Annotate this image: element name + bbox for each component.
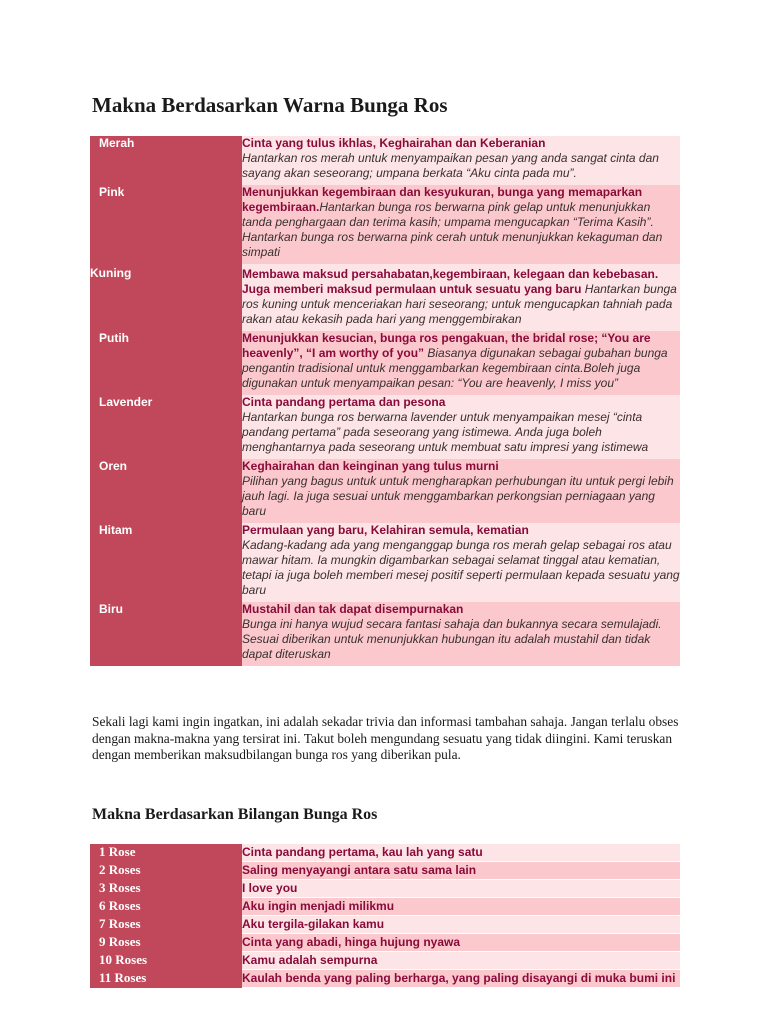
- row-content-cell: [242, 185, 680, 264]
- meaning-heading: Menunjukkan kegembiraan dan kesyukuran, bunga yang memaparkan kegembiraan.: [242, 185, 643, 214]
- row-label: Merah: [99, 136, 135, 150]
- meaning-heading: Permulaan yang baru, Kelahiran semula, kematian: [242, 523, 529, 537]
- row-label-cell: [90, 136, 242, 185]
- meaning-description: Hantarkan bunga ros berwarna pink gelap untuk menunjukkan tanda penghargaan dan terima kasih; umpama mengucapkan “Terima Kasih”. Hantarkan bunga ros berwarna pink cerah untuk menunjukkan kekaguman dan simpati: [242, 200, 663, 259]
- table-row: [90, 844, 680, 862]
- row-label-cell: [90, 862, 242, 880]
- color-meaning-table: [90, 136, 680, 666]
- row-label-cell: [90, 459, 242, 523]
- row-label-cell: [90, 916, 242, 934]
- row-label-cell: [90, 523, 242, 602]
- row-label-cell: [90, 331, 242, 395]
- row-content-cell: [242, 395, 680, 459]
- table-row: [90, 185, 680, 264]
- row-label: 10 Roses: [99, 951, 148, 967]
- table-row: [90, 970, 680, 988]
- row-label: 1 Rose: [99, 844, 136, 859]
- row-label: 2 Roses: [99, 861, 141, 877]
- meaning-heading: Cinta pandang pertama dan pesona: [242, 395, 446, 409]
- row-label: 3 Roses: [99, 879, 141, 895]
- meaning-text: Aku ingin menjadi milikmu: [242, 899, 395, 913]
- row-label-cell: [90, 898, 242, 916]
- count-meaning-table: [90, 844, 680, 988]
- row-label: Pink: [99, 185, 125, 199]
- row-content-cell: [242, 523, 680, 602]
- table-row: [90, 934, 680, 952]
- row-content-cell: [242, 862, 680, 880]
- table-row: [90, 862, 680, 880]
- row-content-cell: [242, 136, 680, 185]
- row-label: Putih: [99, 331, 129, 345]
- row-label-cell: [90, 602, 242, 666]
- row-content-cell: [242, 880, 680, 898]
- page-title: Makna Berdasarkan Warna Bunga Ros: [92, 93, 448, 117]
- row-label-cell: [90, 934, 242, 952]
- meaning-description: Hantarkan ros merah untuk menyampaikan pesan yang anda sangat cinta dan sayang akan seseorang; umpana berkata “Aku cinta pada mu”.: [242, 151, 659, 180]
- row-content-cell: [242, 264, 680, 331]
- row-label: 6 Roses: [99, 897, 141, 913]
- note-paragraph: Sekali lagi kami ingin ingatkan, ini adalah sekadar trivia dan informasi tambahan sahaja. Jangan terlalu obses dengan makna-makna yang tersirat ini. Takut boleh mengundang sesuatu yang tidak diingini. Kami teruskan dengan memberikan maksudbilangan bunga ros yang diberikan pula.: [92, 714, 679, 762]
- row-label-cell: [90, 395, 242, 459]
- row-content-cell: [242, 934, 680, 952]
- row-label-cell: [90, 952, 242, 970]
- row-content-cell: [242, 602, 680, 666]
- meaning-text: Cinta pandang pertama, kau lah yang satu: [242, 845, 483, 859]
- row-label: Kuning: [90, 266, 132, 280]
- row-label: 7 Roses: [99, 915, 141, 931]
- row-label: Lavender: [99, 395, 153, 409]
- row-label: 9 Roses: [99, 933, 141, 949]
- row-content-cell: [242, 916, 680, 934]
- row-content-cell: [242, 898, 680, 916]
- table-row: [90, 136, 680, 185]
- meaning-heading: Menunjukkan kesucian, bunga ros pengakuan, the bridal rose; “You are heavenly”, “I am worthy of you”: [242, 331, 651, 360]
- row-label-cell: [90, 970, 242, 988]
- meaning-description: Biasanya digunakan sebagai gubahan bunga pengantin tradisional untuk menggambarkan kegembiraan cinta.Boleh juga digunakan untuk menyampaikan pesan: “You are heavenly, I miss you”: [242, 346, 668, 390]
- row-content-cell: [242, 952, 680, 970]
- meaning-text: Cinta yang abadi, hinga hujung nyawa: [242, 935, 461, 949]
- meaning-text: Kaulah benda yang paling berharga, yang paling disayangi di muka bumi ini: [242, 971, 676, 985]
- meaning-description: Pilihan yang bagus untuk untuk mengharapkan perhubungan itu untuk pergi lebih jauh lagi. Ia juga sesuai untuk menggambarkan perkongsian perniagaan yang baru: [242, 474, 674, 518]
- row-label-cell: [90, 185, 242, 264]
- row-label-cell: [90, 264, 242, 331]
- meaning-heading: Mustahil dan tak dapat disempurnakan: [242, 602, 464, 616]
- table-row: [90, 331, 680, 395]
- meaning-text: Saling menyayangi antara satu sama lain: [242, 863, 477, 877]
- meaning-text: Aku tergila-gilakan kamu: [242, 917, 385, 931]
- meaning-heading: Membawa maksud persahabatan,kegembiraan, kelegaan dan kebebasan. Juga memberi maksud permulaan untuk sesuatu yang baru: [242, 267, 659, 296]
- table-row: [90, 523, 680, 602]
- row-label: Oren: [99, 459, 128, 473]
- table-row: [90, 916, 680, 934]
- table-row: [90, 459, 680, 523]
- meaning-description: Kadang-kadang ada yang menganggap bunga ros merah gelap sebagai ros atau mawar hitam. Ia mungkin digambarkan sebagai selamat tinggal atau kematian, tetapi ia juga boleh memberi mesej positif seperti permulaan kepada sesuatu yang baru: [242, 538, 680, 597]
- section-title: Makna Berdasarkan Bilangan Bunga Ros: [92, 806, 378, 823]
- meaning-heading: Keghairahan dan keinginan yang tulus murni: [242, 459, 499, 473]
- row-content-cell: [242, 970, 680, 988]
- row-content-cell: [242, 844, 680, 862]
- row-label-cell: [90, 844, 242, 862]
- row-label: 11 Roses: [99, 969, 147, 985]
- table-row: [90, 880, 680, 898]
- row-content-cell: [242, 331, 680, 395]
- meaning-description: Bunga ini hanya wujud secara fantasi sahaja dan bukannya secara semulajadi. Sesuai diberikan untuk menunjukkan hubungan itu adalah mustahil dan tidak dapat diteruskan: [242, 617, 662, 661]
- meaning-description: Hantarkan bunga ros berwarna lavender untuk menyampaikan mesej “cinta pandang pertama” pada seseorang yang istimewa. Anda juga boleh menghantarnya pada seseorang untuk membuat satu impresi yang istimewa: [242, 410, 649, 454]
- table-row: [90, 898, 680, 916]
- table-row: [90, 602, 680, 666]
- table-row: [90, 395, 680, 459]
- row-label: Hitam: [99, 523, 133, 537]
- meaning-description: Hantarkan bunga ros kuning untuk menceriakan hari seseorang; untuk mengucapkan tahniah pada rakan atau kekasih pada hari yang menggembirakan: [242, 282, 677, 326]
- table-row: [90, 952, 680, 970]
- row-content-cell: [242, 459, 680, 523]
- meaning-text: Kamu adalah sempurna: [242, 953, 378, 967]
- row-label-cell: [90, 880, 242, 898]
- meaning-text: I love you: [242, 881, 298, 895]
- meaning-heading: Cinta yang tulus ikhlas, Keghairahan dan Keberanian: [242, 136, 546, 150]
- table-row: [90, 264, 680, 331]
- row-label: Biru: [99, 602, 123, 616]
